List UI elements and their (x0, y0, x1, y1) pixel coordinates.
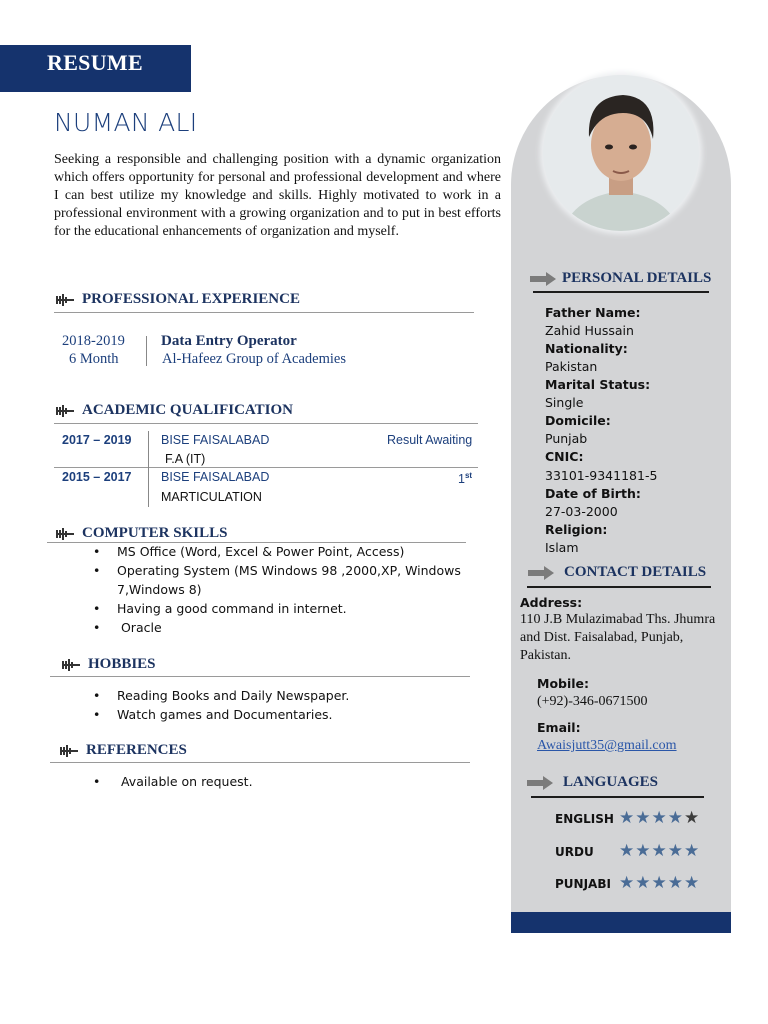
star-icon: ★★★★ (619, 808, 684, 827)
objective-summary: Seeking a responsible and challenging position with a dynamic organization which offers opportunity for personal and professional development and where I can best utilize my knowledge and skills. Highly motivated to work in a professional environment with a growing organization and to put in best efforts for the educational enhancements of organization and myself. (54, 152, 501, 239)
cnic-value: 33101-9341181-5 (545, 468, 658, 483)
academic-result-value: 1 (458, 472, 465, 487)
divider (50, 676, 470, 677)
language-name: URDU (555, 845, 594, 859)
rating-stars (619, 841, 700, 861)
experience-company: Al-Hafeez Group of Academies (162, 351, 346, 367)
list-item: • Oracle (90, 618, 490, 637)
languages-title: LANGUAGES (563, 774, 659, 790)
divider (146, 336, 147, 366)
sidebar-footer-bar (511, 912, 731, 933)
list-item: • Reading Books and Daily Newspaper. (90, 686, 490, 705)
dob-value: 27-03-2000 (545, 504, 618, 519)
hobbies-heading (62, 656, 156, 673)
email-link-wrap (537, 737, 677, 755)
academic-result-suffix: st (464, 471, 473, 480)
rating-stars (619, 808, 700, 828)
domicile-value: Punjab (545, 431, 588, 446)
divider (527, 586, 711, 588)
arrow-right-icon (530, 272, 556, 286)
academic-board: BISE FAISALABAD (161, 433, 270, 447)
language-name: PUNJABI (555, 877, 611, 891)
marital-value: Single (545, 395, 584, 410)
section-grid-icon (56, 528, 74, 540)
section-grid-icon (60, 745, 78, 757)
divider (533, 291, 709, 293)
dob-label: Date of Birth: (545, 486, 641, 501)
section-grid-icon (56, 294, 74, 306)
experience-title: PROFESSIONAL EXPERIENCE (82, 291, 300, 307)
language-name: ENGLISH (555, 812, 614, 826)
divider (148, 467, 149, 507)
star-empty-icon: ★ (683, 808, 701, 827)
star-icon: ★★★★★ (619, 873, 701, 892)
experience-role: Data Entry Operator (161, 333, 297, 349)
resume-banner-label: RESUME (47, 50, 143, 75)
star-icon: ★★★★★ (619, 841, 701, 860)
email-label: Email: (537, 720, 581, 735)
academic-result: Result Awaiting (387, 433, 473, 447)
list-item: • Watch games and Documentaries. (90, 705, 490, 724)
academic-degree: MARTICULATION (161, 490, 262, 504)
languages-heading (527, 774, 658, 791)
divider (531, 796, 704, 798)
academic-result (458, 471, 472, 486)
cnic-label: CNIC: (545, 449, 584, 464)
mobile-value: (+92)-346-0671500 (537, 694, 648, 709)
section-grid-icon (56, 405, 74, 417)
hobbies-title: HOBBIES (88, 656, 156, 672)
address-value: 110 J.B Mulazimabad Ths. Jhumra and Dist. Faisalabad, Punjab, Pakistan. (520, 612, 716, 663)
nationality-label: Nationality: (545, 341, 628, 356)
references-list (90, 772, 490, 791)
hobbies-list (90, 686, 490, 724)
father-label: Father Name: (545, 305, 641, 320)
list-item: • Having a good command in internet. (90, 599, 490, 618)
divider (148, 431, 149, 467)
experience-period: 2018-2019 (62, 333, 125, 349)
contact-title: CONTACT DETAILS (564, 564, 707, 580)
nationality-value: Pakistan (545, 359, 598, 374)
address-label: Address: (520, 595, 583, 610)
domicile-label: Domicile: (545, 413, 611, 428)
academic-heading (56, 402, 293, 419)
references-heading (60, 742, 187, 759)
list-item: • Operating System (MS Windows 98 ,2000,XP, Windows 7,Windows 8) (90, 561, 490, 599)
religion-label: Religion: (545, 522, 608, 537)
skills-list (90, 542, 490, 637)
divider (54, 312, 474, 313)
contact-heading (528, 564, 706, 581)
list-item: • Available on request. (90, 772, 490, 791)
academic-board: BISE FAISALABAD (161, 470, 270, 484)
profile-photo (543, 75, 699, 231)
references-title: REFERENCES (86, 742, 187, 758)
skills-heading (56, 525, 227, 542)
section-grid-icon (62, 659, 80, 671)
divider (54, 423, 478, 424)
avatar-portrait-icon (543, 75, 699, 231)
experience-heading (56, 291, 300, 308)
list-item: • MS Office (Word, Excel & Power Point, Access) (90, 542, 490, 561)
personal-heading (530, 270, 711, 287)
academic-years: 2015 – 2017 (62, 470, 132, 484)
arrow-right-icon (527, 776, 553, 790)
academic-years: 2017 – 2019 (62, 433, 132, 447)
candidate-name: NUMAN ALI (54, 108, 198, 137)
divider (50, 762, 470, 763)
experience-duration: 6 Month (69, 351, 119, 367)
divider (54, 467, 478, 468)
skills-title: COMPUTER SKILLS (82, 525, 228, 541)
religion-value: Islam (545, 540, 579, 555)
arrow-right-icon (528, 566, 554, 580)
marital-label: Marital Status: (545, 377, 651, 392)
academic-degree: F.A (IT) (165, 452, 206, 466)
email-link[interactable]: Awaisjutt35@gmail.com (537, 738, 677, 753)
personal-title: PERSONAL DETAILS (562, 270, 712, 286)
rating-stars (619, 873, 700, 893)
father-value: Zahid Hussain (545, 323, 634, 338)
mobile-label: Mobile: (537, 676, 590, 691)
academic-title: ACADEMIC QUALIFICATION (82, 402, 293, 418)
